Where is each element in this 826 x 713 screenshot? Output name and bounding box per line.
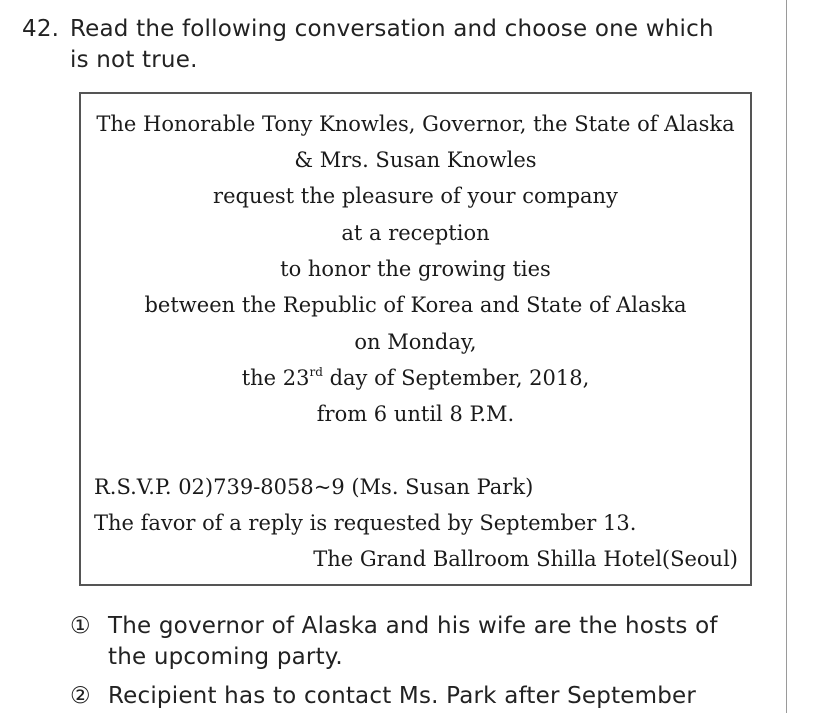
invitation-cohost-line: & Mrs. Susan Knowles xyxy=(294,148,537,172)
invitation-event-line: at a reception xyxy=(341,221,490,245)
question-number: 42. xyxy=(22,16,60,42)
invitation-venue-line: The Grand Ballroom Shilla Hotel(Seoul) xyxy=(313,547,738,571)
option-1-text-1: The governor of Alaska and his wife are the hosts of xyxy=(108,613,718,639)
invitation-time-line: from 6 until 8 P.M. xyxy=(316,402,515,426)
option-2-text-1: Recipient has to contact Ms. Park after September xyxy=(108,683,697,709)
invitation-date-line xyxy=(81,363,750,393)
option-1-text-2: the upcoming party. xyxy=(108,644,343,670)
option-1-marker: ① xyxy=(70,613,91,639)
question-text-1: Read the following conversation and choose one which xyxy=(70,16,714,42)
invitation-host-line: The Honorable Tony Knowles, Governor, the State of Alaska xyxy=(96,112,735,136)
option-2-marker: ② xyxy=(70,683,91,709)
invitation-rsvp-line: R.S.V.P. 02)739-8058~9 (Ms. Susan Park) xyxy=(94,475,534,499)
question-stem xyxy=(22,14,762,76)
option-2-line-1 xyxy=(70,681,770,712)
date-prefix: the 23 xyxy=(241,366,310,390)
invitation-day-line: on Monday, xyxy=(354,330,477,354)
page-right-border xyxy=(786,0,787,713)
invitation-purpose-line: to honor the growing ties xyxy=(280,257,551,281)
option-1-line-1 xyxy=(70,611,770,642)
date-ordinal-suffix: rd xyxy=(309,365,323,379)
invitation-countries-line: between the Republic of Korea and State of Alaska xyxy=(144,293,687,317)
invitation-reply-deadline-line: The favor of a reply is requested by September 13. xyxy=(94,511,637,535)
invitation-request-line: request the pleasure of your company xyxy=(213,184,618,208)
question-line-1 xyxy=(22,14,762,45)
answer-option-2 xyxy=(70,681,770,712)
date-rest: day of September, 2018, xyxy=(322,366,590,390)
answer-option-1 xyxy=(70,611,770,673)
question-text-2: is not true. xyxy=(70,47,198,73)
invitation-box xyxy=(79,92,752,586)
